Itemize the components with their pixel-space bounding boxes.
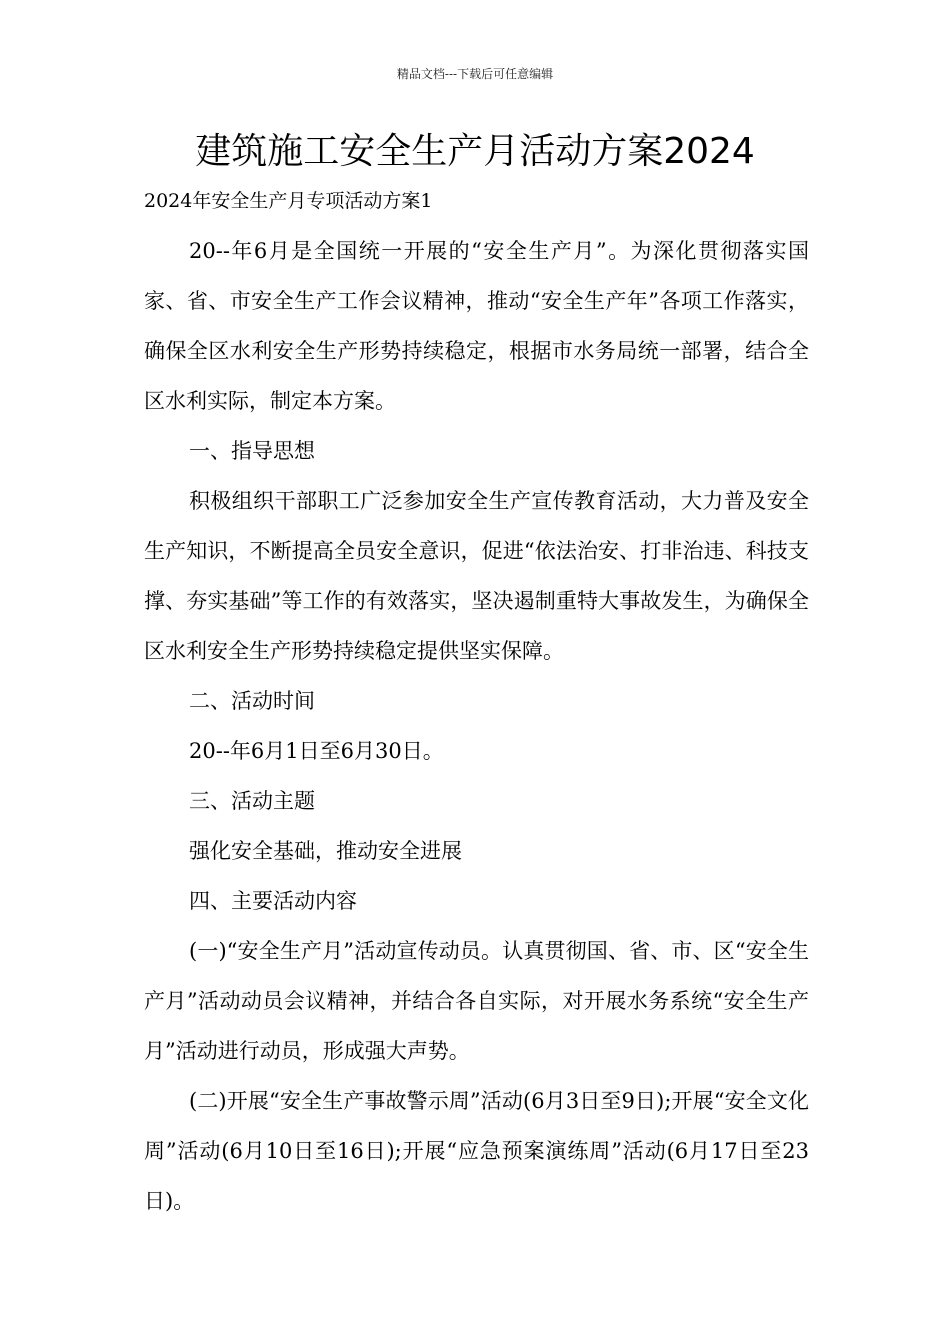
section-heading-content: 四、主要活动内容 (189, 889, 357, 913)
intro-paragraph: 20--年6月是全国统一开展的“安全生产月”。为深化贯彻落实国家、省、市安全生产工作会议精神，推动“安全生产年”各项工作落实，确保全区水利安全生产形势持续稳定，根据市水务局统一部署，结合全区水利实际，制定本方案。 (144, 239, 809, 413)
guiding-paragraph: 积极组织干部职工广泛参加安全生产宣传教育活动，大力普及安全生产知识，不断提高全员安全意识，促进“依法治安、打非治违、科技支撑、夯实基础”等工作的有效落实，坚决遏制重特大事故发生，为确保全区水利安全生产形势持续稳定提供坚实保障。 (144, 489, 809, 663)
document-body (144, 176, 809, 1226)
content-item-2: (二)开展“安全生产事故警示周”活动(6月3日至9日);开展“安全文化周”活动(6月10日至16日);开展“应急预案演练周”活动(6月17日至23日)。 (144, 1089, 809, 1213)
section-heading-guiding: 一、指导思想 (189, 439, 315, 463)
header-note: 精品文档---下载后可任意编辑 (396, 67, 554, 81)
section-heading-time: 二、活动时间 (189, 689, 315, 713)
document-title: 建筑施工安全生产月活动方案2024 (195, 131, 755, 172)
theme-paragraph: 强化安全基础，推动安全进展 (189, 839, 462, 863)
time-paragraph: 20--年6月1日至6月30日。 (189, 739, 444, 763)
document-subtitle: 2024年安全生产月专项活动方案1 (144, 190, 433, 212)
content-item-1: (一)“安全生产月”活动宣传动员。认真贯彻国、省、市、区“安全生产月”活动动员会议精神，并结合各自实际，对开展水务系统“安全生产月”活动进行动员，形成强大声势。 (144, 939, 809, 1063)
section-heading-theme: 三、活动主题 (189, 789, 315, 813)
